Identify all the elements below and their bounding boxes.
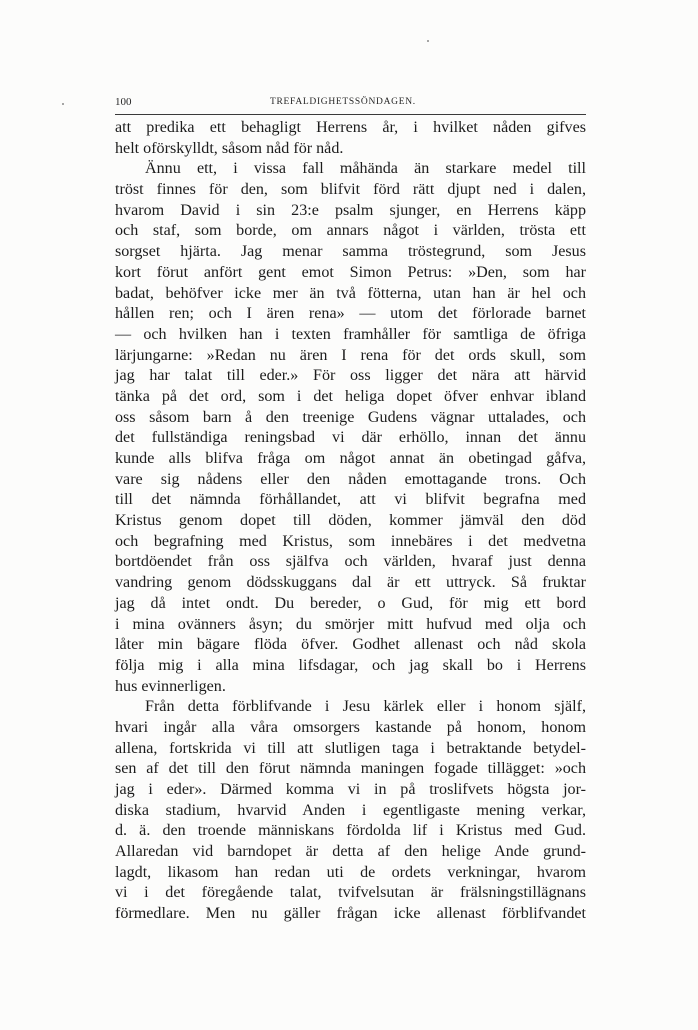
- text-line: sen af det till den förut nämnda maningen fogade tillägget: »och: [115, 760, 586, 778]
- text-line: kunde alls blifva fråga om något annat än obetingad gåfva,: [115, 450, 586, 467]
- text-line: vi i det föregående talat, tvifvelsutan är frälsningstillägnans: [115, 884, 586, 902]
- paper-speck: [427, 40, 429, 42]
- text-line: det fullständiga reningsbad vi där erhöllo, innan det ännu: [115, 429, 586, 447]
- text-line: tröst finnes för den, som blifvit förd rätt djupt ned i dalen,: [115, 181, 586, 199]
- text-line: och staf, som borde, om annars något i världen, trösta ett: [115, 222, 586, 240]
- text-line: jag då intet ondt. Du bereder, o Gud, för mig ett bord: [115, 594, 586, 612]
- header-rule: [115, 114, 586, 115]
- text-line: hvari ingår alla våra omsorgers kastande på honom, honom: [115, 718, 586, 736]
- text-line: hus evinnerligen.: [115, 677, 226, 695]
- text-line: och begrafning med Kristus, som innebäres i det medvetna: [115, 532, 586, 550]
- text-line: Allaredan vid barndopet är detta af den helige Ande grund-: [115, 843, 586, 861]
- text-line: förmedlare. Men nu gäller frågan icke allenast förblifvandet: [115, 905, 586, 923]
- text-line: vare sig nådens eller den nåden emottagande trons. Och: [115, 470, 586, 488]
- text-line: helt oförskylldt, såsom nåd för nåd.: [115, 139, 344, 157]
- body-text: [115, 118, 586, 925]
- page-header: [115, 95, 586, 109]
- paper-speck: [62, 103, 64, 105]
- text-line: Kristus genom dopet till döden, kommer jämväl den död: [115, 512, 586, 530]
- text-line: bortdöendet från oss själfva och världen, hvaraf just denna: [115, 553, 586, 571]
- text-line: vandring genom dödsskuggans dal är ett uttryck. Så fruktar: [115, 574, 586, 592]
- text-line: hvarom David i sin 23:e psalm sjunger, en Herrens käpp: [115, 201, 586, 219]
- text-line: d. ä. den troende människans fördolda lif i Kristus med Gud.: [115, 822, 586, 840]
- text-line: Från detta förblifvande i Jesu kärlek eller i honom själf,: [145, 698, 586, 716]
- text-line: — och hvilken han i texten framhåller för samtliga de öfriga: [115, 325, 586, 343]
- page-number: 100: [115, 96, 132, 108]
- text-line: till det nämnda förhållandet, att vi blifvit begrafna med: [115, 491, 586, 509]
- text-line: lärjungarne: »Redan nu ären I rena för det ords skull, som: [115, 346, 586, 364]
- text-line: att predika ett behagligt Herrens år, i hvilket nåden gifves: [115, 119, 586, 136]
- text-line: jag i eder». Därmed komma vi in på troslifvets högsta jor-: [115, 781, 586, 798]
- text-line: tänka på det ord, som i det heliga dopet öfver enhvar ibland: [115, 387, 586, 405]
- text-line: sorgset hjärta. Jag menar samma tröstegrund, som Jesus: [115, 243, 586, 261]
- text-line: i mina ovänners åsyn; du smörjer mitt hufvud med olja och: [115, 615, 586, 633]
- text-line: diska stadium, hvarvid Anden i egentligaste mening verkar,: [115, 801, 586, 819]
- text-line: jag har talat till eder.» För oss ligger det nära att härvid: [115, 367, 586, 385]
- text-line: följa mig i alla mina lifsdagar, och jag skall bo i Herrens: [115, 656, 586, 674]
- text-line: Ännu ett, i vissa fall måhända än starkare medel till: [145, 160, 586, 178]
- text-line: allena, fortskrida vi till att slutligen taga i betraktande betydel-: [115, 739, 586, 757]
- text-line: låter min bägare flöda öfver. Godhet allenast och nåd skola: [115, 636, 586, 654]
- text-line: hållen ren; och I ären rena» — utom det förlorade barnet: [115, 305, 586, 323]
- running-title: TREFALDIGHETSSÖNDAGEN.: [270, 97, 416, 107]
- text-line: lagdt, likasom han redan uti de ordets verkningar, hvarom: [115, 863, 586, 881]
- text-line: kort förut anfört gent emot Simon Petrus: »Den, som har: [115, 263, 586, 281]
- text-line: badat, behöfver icke mer än två fötterna, utan han är hel och: [115, 284, 586, 302]
- text-line: oss såsom barn å den treenige Gudens vägnar uttalades, och: [115, 408, 586, 426]
